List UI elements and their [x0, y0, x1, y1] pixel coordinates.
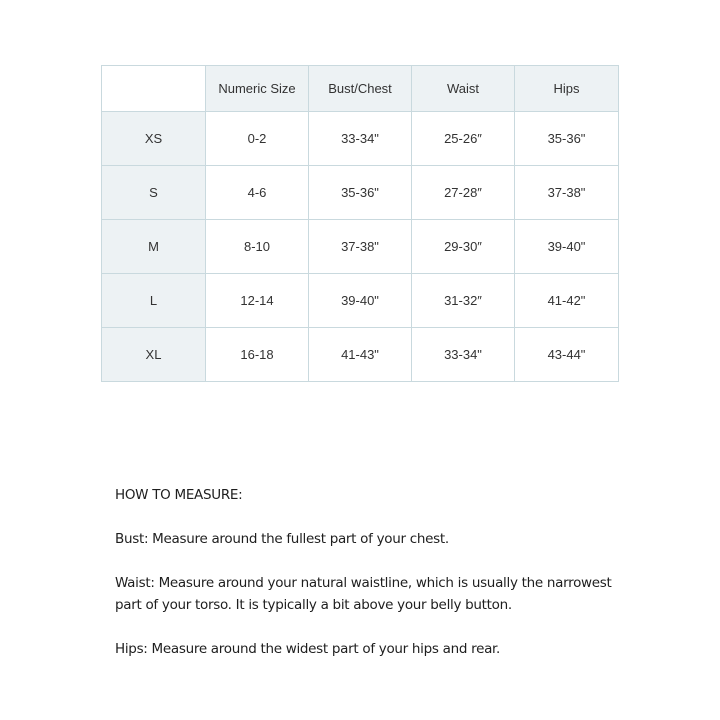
- waist-cell: 27-28″: [412, 166, 515, 220]
- waist-instruction: Waist: Measure around your natural waistline, which is usually the narrowest part of your torso. It is typically a bit above your belly button.: [115, 575, 612, 613]
- numeric-size-cell: 4-6: [206, 166, 309, 220]
- bust-instruction: Bust: Measure around the fullest part of your chest.: [115, 531, 449, 547]
- table-header-row: [102, 66, 619, 112]
- header-waist: Waist: [412, 66, 515, 112]
- bust-cell: 41-43": [309, 328, 412, 382]
- how-to-measure-heading: HOW TO MEASURE:: [115, 487, 243, 503]
- table-row: [102, 274, 619, 328]
- size-label-cell: S: [102, 166, 206, 220]
- hips-cell: 41-42": [515, 274, 619, 328]
- numeric-size-cell: 12-14: [206, 274, 309, 328]
- bust-cell: 35-36": [309, 166, 412, 220]
- waist-cell: 29-30″: [412, 220, 515, 274]
- size-label-cell: XL: [102, 328, 206, 382]
- header-numeric-size: Numeric Size: [206, 66, 309, 112]
- bust-cell: 33-34": [309, 112, 412, 166]
- table-row: [102, 112, 619, 166]
- numeric-size-cell: 0-2: [206, 112, 309, 166]
- numeric-size-cell: 8-10: [206, 220, 309, 274]
- hips-instruction: Hips: Measure around the widest part of your hips and rear.: [115, 641, 501, 657]
- bust-cell: 37-38": [309, 220, 412, 274]
- bust-cell: 39-40": [309, 274, 412, 328]
- waist-cell: 33-34": [412, 328, 515, 382]
- table-row: [102, 166, 619, 220]
- waist-cell: 31-32″: [412, 274, 515, 328]
- hips-cell: 35-36": [515, 112, 619, 166]
- waist-cell: 25-26″: [412, 112, 515, 166]
- header-bust-chest: Bust/Chest: [309, 66, 412, 112]
- hips-cell: 43-44": [515, 328, 619, 382]
- size-chart-table: [101, 65, 619, 382]
- how-to-measure-section: [115, 484, 635, 660]
- hips-cell: 37-38": [515, 166, 619, 220]
- header-corner-cell: [102, 66, 206, 112]
- size-label-cell: M: [102, 220, 206, 274]
- table-row: [102, 328, 619, 382]
- size-label-cell: L: [102, 274, 206, 328]
- table-row: [102, 220, 619, 274]
- size-label-cell: XS: [102, 112, 206, 166]
- hips-cell: 39-40": [515, 220, 619, 274]
- numeric-size-cell: 16-18: [206, 328, 309, 382]
- header-hips: Hips: [515, 66, 619, 112]
